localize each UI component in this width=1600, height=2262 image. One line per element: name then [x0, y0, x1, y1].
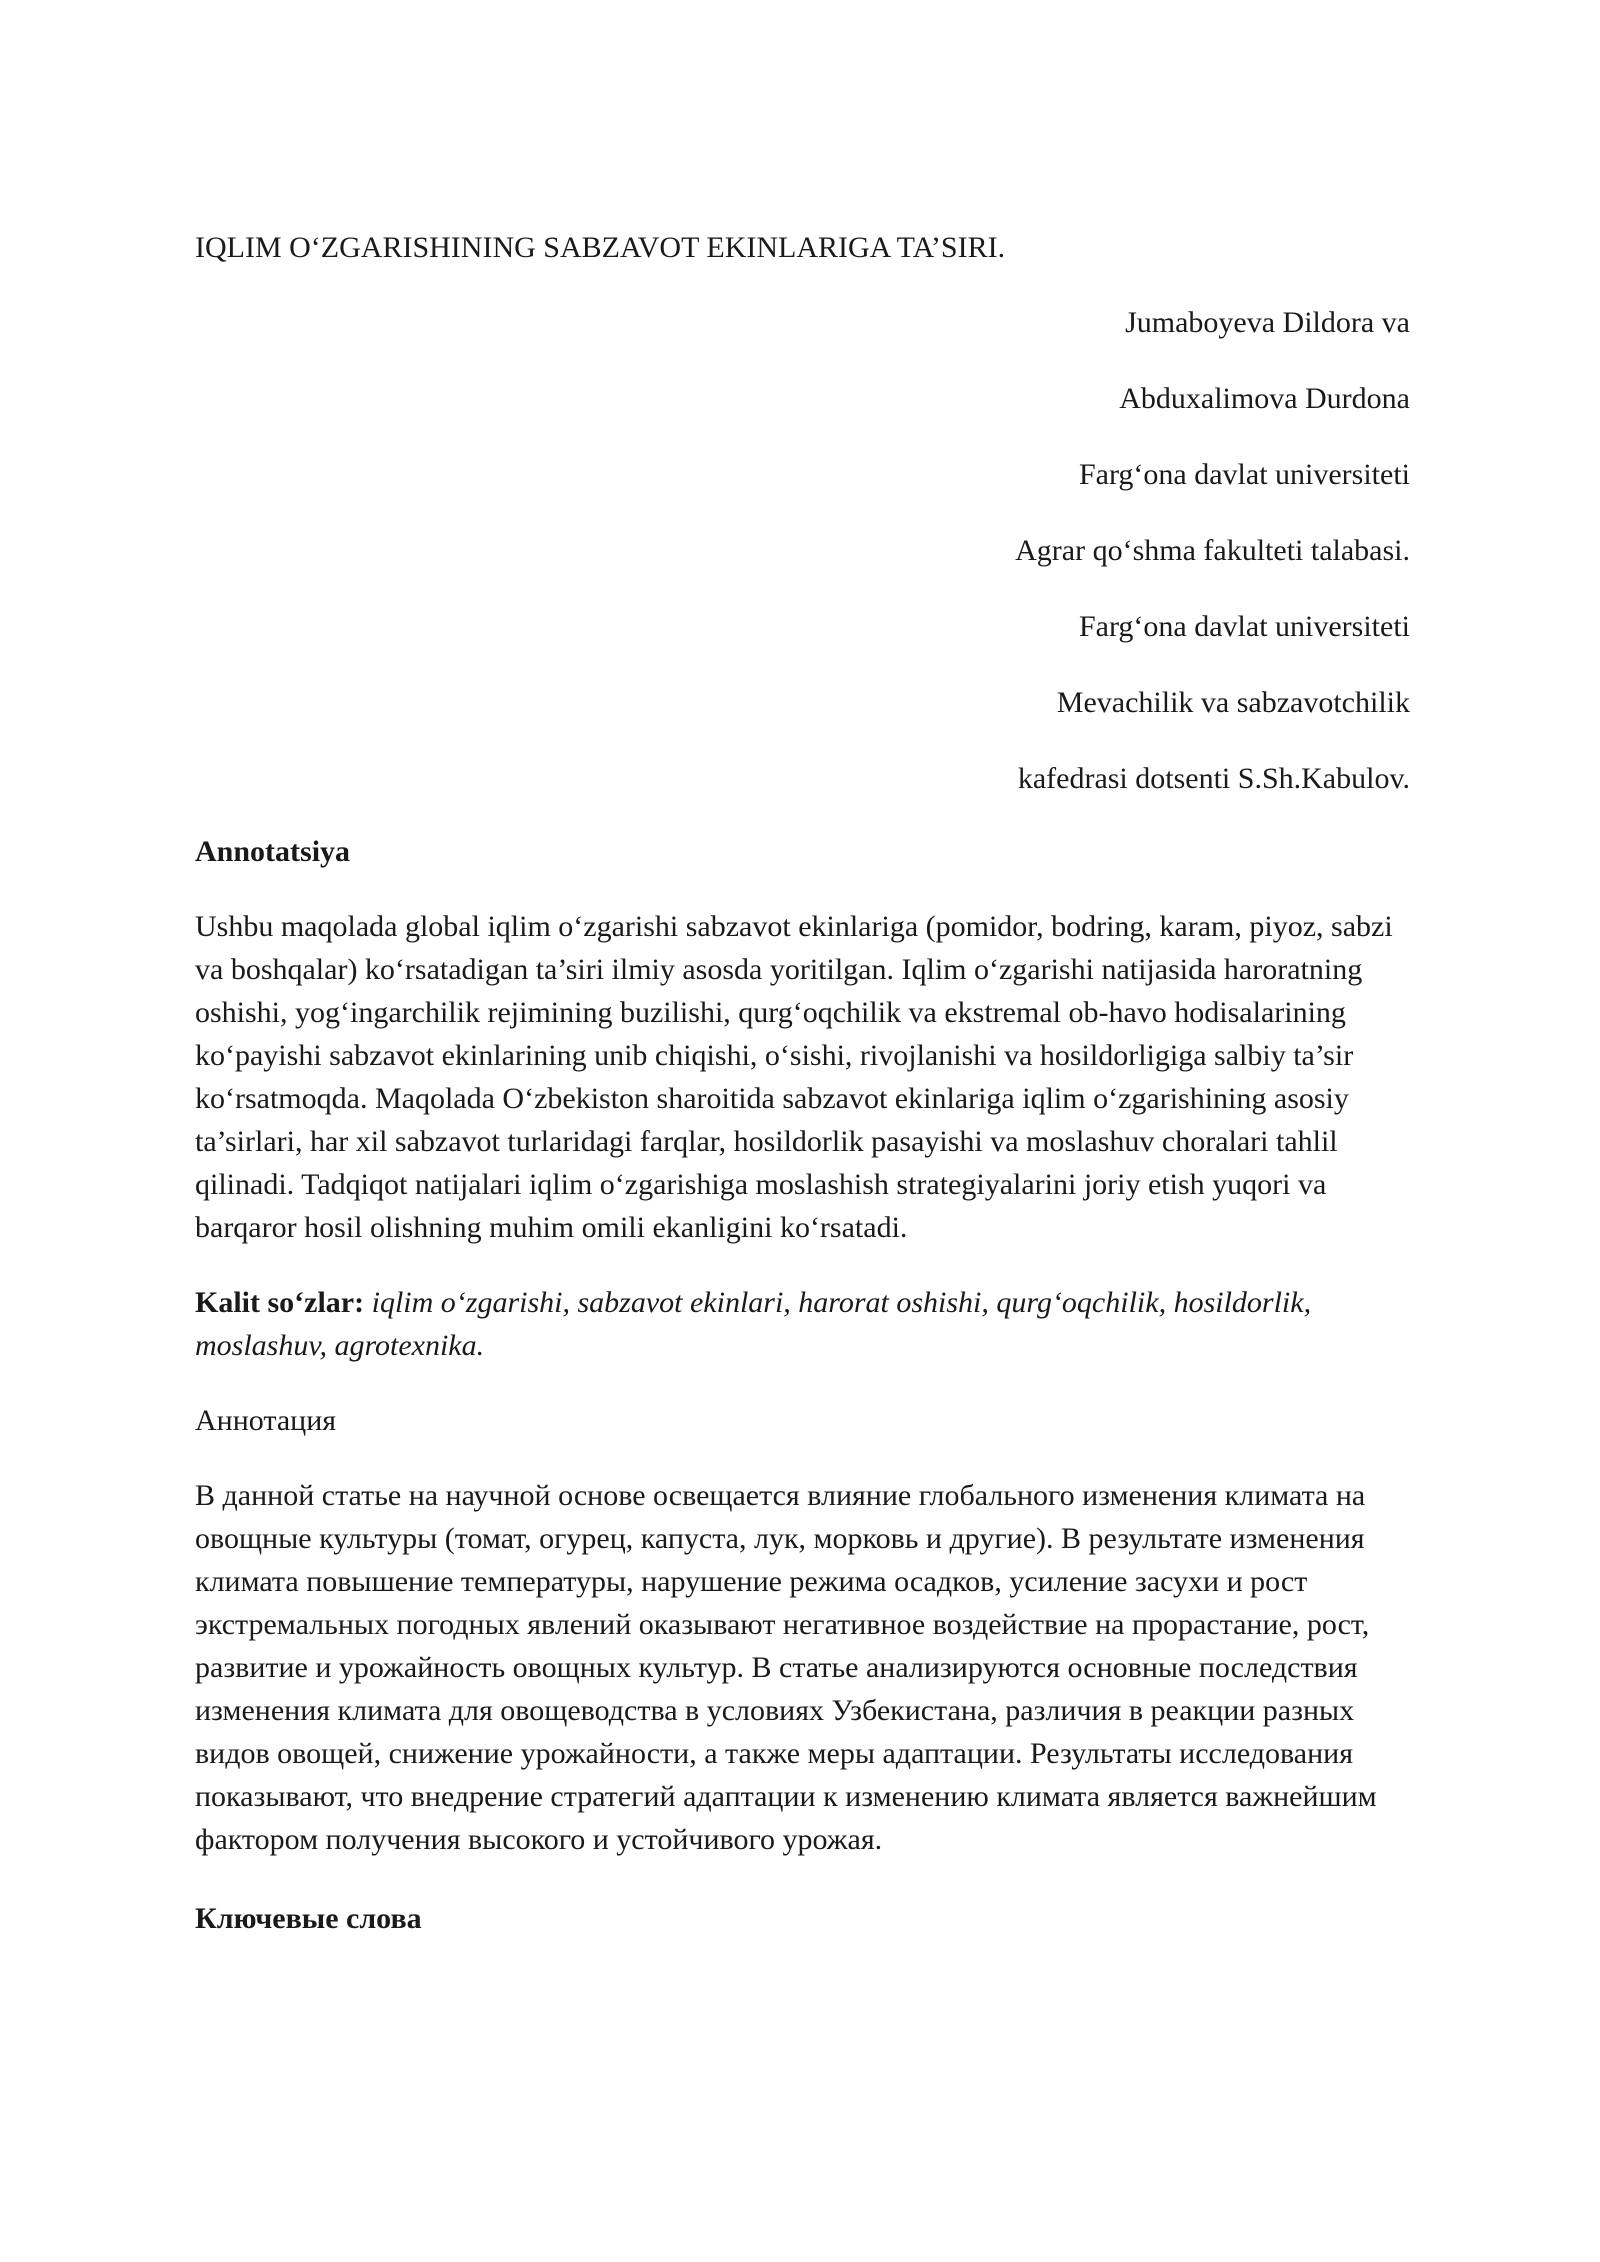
affiliation-line: Farg‘ona davlat universiteti [1078, 610, 1410, 643]
authors-block [195, 301, 1410, 800]
annotation-ru-heading: Аннотация [195, 1404, 337, 1437]
affiliation-line: Agrar qo‘shma fakulteti talabasi. [1015, 534, 1410, 567]
affiliation-line: Farg‘ona davlat universiteti [1078, 458, 1410, 491]
affiliation-line: Mevachilik va sabzavotchilik [1056, 686, 1410, 719]
keywords-uz-label: Kalit so‘zlar: [195, 1286, 365, 1319]
affiliation-line: kafedrasi dotsenti S.Sh.Kabulov. [1017, 762, 1410, 795]
annotation-uz-heading: Annotatsiya [195, 835, 351, 868]
author-line: Abduxalimova Durdona [1119, 382, 1410, 415]
annotation-uz-text: Ushbu maqolada global iqlim o‘zgarishi sabzavot ekinlariga (pomidor, bodring, karam, piyoz, sabzi va boshqalar) ko‘rsatadigan ta’siri ilmiy asosda yoritilgan. Iqlim o‘zgarishi natijasida haroratning oshishi, yog‘ingarchilik rejimining buzilishi, qurg‘oqchilik va ekstremal ob-havo hodisalarining ko‘payishi sabzavot ekinlarining unib chiqishi, o‘sishi, rivojlanishi va hosildorligiga salbiy ta’sir ko‘rsatmoqda. Maqolada O‘zbekiston sharoitida sabzavot ekinlariga iqlim o‘zgarishining asosiy ta’sirlari, har xil sabzavot turlaridagi farqlar, hosildorlik pasayishi va moslashuv choralari tahlil qilinadi. Tadqiqot natijalari iqlim o‘zgarishiga moslashish strategiyalarini joriy etish yuqori va barqaror hosil olishning muhim omili ekanligini ko‘rsatadi. [195, 910, 1393, 1244]
document-body [195, 226, 1410, 1940]
keywords-uz [195, 1281, 1410, 1367]
keywords-uz-text: iqlim o‘zgarishi, sabzavot ekinlari, harorat oshishi, qurg‘oqchilik, hosildorlik, moslashuv, agrotexnika. [195, 1286, 1312, 1362]
article-title: IQLIM O‘ZGARISHINING SABZAVOT EKINLARIGA TA’SIRI. [195, 231, 1006, 264]
annotation-ru-text: В данной статье на научной основе освещается влияние глобального изменения климата на овощные культуры (томат, огурец, капуста, лук, морковь и другие). В результате изменения климата повышение температуры, нарушение режима осадков, усиление засухи и рост экстремальных погодных явлений оказывают негативное воздействие на прорастание, рост, развитие и урожайность овощных культур. В статье анализируются основные последствия изменения климата для овощеводства в условиях Узбекистана, различия в реакции разных видов овощей, снижение урожайности, а также меры адаптации. Результаты исследования показывают, что внедрение стратегий адаптации к изменению климата является важнейшим фактором получения высокого и устойчивого урожая. [195, 1479, 1377, 1856]
keywords-ru-heading: Ключевые слова [195, 1902, 422, 1935]
author-line: Jumaboyeva Dildora va [1125, 306, 1410, 339]
